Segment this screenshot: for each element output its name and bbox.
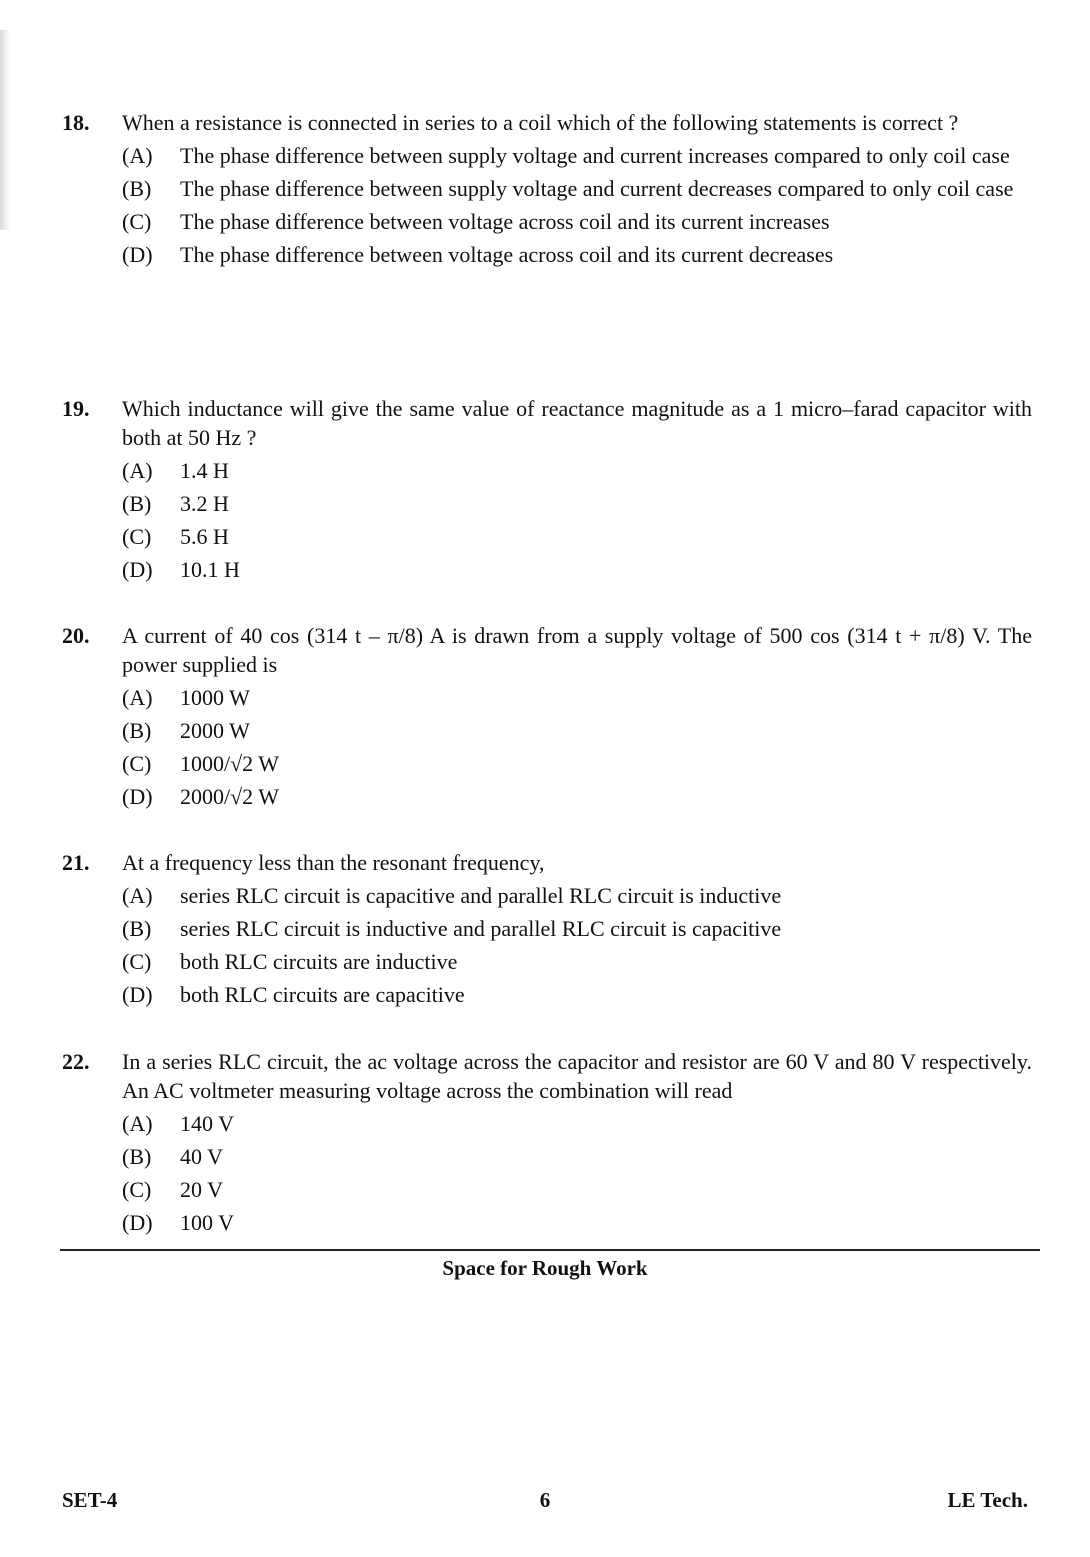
option-text: both RLC circuits are inductive xyxy=(180,949,458,974)
option-label: (A) xyxy=(122,883,153,908)
option-b xyxy=(122,914,1032,943)
option-label: (C) xyxy=(122,524,152,549)
option-d xyxy=(122,782,1032,811)
option-d xyxy=(122,240,1032,269)
option-a xyxy=(122,1109,1032,1138)
option-text: The phase difference between voltage across coil and its current decreases xyxy=(180,242,834,267)
question-19 xyxy=(62,394,1032,588)
option-a xyxy=(122,456,1032,485)
option-text: series RLC circuit is capacitive and parallel RLC circuit is inductive xyxy=(180,883,782,908)
question-number: 18. xyxy=(62,110,90,135)
option-label: (A) xyxy=(122,143,153,168)
option-text: 40 V xyxy=(180,1144,223,1169)
question-21 xyxy=(62,848,1032,1013)
question-18 xyxy=(62,108,1032,273)
option-text: 100 V xyxy=(180,1210,234,1235)
option-a xyxy=(122,881,1032,910)
option-label: (C) xyxy=(122,751,152,776)
option-label: (D) xyxy=(122,242,153,267)
option-label: (C) xyxy=(122,1177,152,1202)
option-label: (D) xyxy=(122,784,153,809)
option-list xyxy=(122,683,1032,811)
question-text: When a resistance is connected in series to a coil which of the following statements is correct ? xyxy=(122,110,959,135)
question-number: 21. xyxy=(62,850,90,875)
option-c xyxy=(122,522,1032,551)
option-label: (B) xyxy=(122,718,152,743)
option-text: series RLC circuit is inductive and parallel RLC circuit is capacitive xyxy=(180,916,782,941)
option-a xyxy=(122,683,1032,712)
option-label: (B) xyxy=(122,176,152,201)
option-label: (A) xyxy=(122,685,153,710)
option-d xyxy=(122,980,1032,1009)
question-text: At a frequency less than the resonant frequency, xyxy=(122,850,545,875)
rough-work-heading: Space for Rough Work xyxy=(442,1256,648,1280)
question-text: In a series RLC circuit, the ac voltage across the capacitor and resistor are 60 V and 80 V respectively. An AC voltmeter measuring voltage across the combination will read xyxy=(122,1049,1032,1103)
question-22 xyxy=(62,1047,1032,1241)
option-text: 10.1 H xyxy=(180,557,240,582)
option-text: The phase difference between supply voltage and current decreases compared to only coil case xyxy=(180,176,1014,201)
option-c xyxy=(122,1175,1032,1204)
option-text: 3.2 H xyxy=(180,491,229,516)
footer-course-name: LE Tech. xyxy=(947,1488,1028,1512)
option-text: both RLC circuits are capacitive xyxy=(180,982,465,1007)
option-c xyxy=(122,207,1032,236)
option-text: The phase difference between supply voltage and current increases compared to only coil case xyxy=(180,143,1010,168)
option-label: (C) xyxy=(122,209,152,234)
question-number: 22. xyxy=(62,1049,90,1074)
option-label: (B) xyxy=(122,491,152,516)
option-text: The phase difference between voltage across coil and its current increases xyxy=(180,209,830,234)
option-label: (C) xyxy=(122,949,152,974)
option-label: (B) xyxy=(122,916,152,941)
option-c xyxy=(122,947,1032,976)
option-b xyxy=(122,489,1032,518)
option-text: 140 V xyxy=(180,1111,234,1136)
option-list xyxy=(122,1109,1032,1237)
option-c xyxy=(122,749,1032,778)
option-text: 1000 W xyxy=(180,685,250,710)
option-text: 5.6 H xyxy=(180,524,229,549)
question-20 xyxy=(62,621,1032,815)
footer-set-code: SET-4 xyxy=(62,1488,118,1512)
option-list xyxy=(122,456,1032,584)
question-number: 20. xyxy=(62,623,90,648)
scan-edge-shadow xyxy=(0,30,10,230)
footer-page-number: 6 xyxy=(539,1488,551,1512)
option-list xyxy=(122,141,1032,269)
option-label: (D) xyxy=(122,1210,153,1235)
question-text: A current of 40 cos (314 t – π/8) A is drawn from a supply voltage of 500 cos (314 t + π/8) V. The power supplied is xyxy=(122,623,1032,677)
question-text: Which inductance will give the same value of reactance magnitude as a 1 micro–farad capacitor with both at 50 Hz ? xyxy=(122,396,1032,450)
option-b xyxy=(122,1142,1032,1171)
option-text: 1.4 H xyxy=(180,458,229,483)
option-label: (A) xyxy=(122,458,153,483)
option-b xyxy=(122,716,1032,745)
question-number: 19. xyxy=(62,396,90,421)
option-label: (D) xyxy=(122,982,153,1007)
option-d xyxy=(122,1208,1032,1237)
option-label: (B) xyxy=(122,1144,152,1169)
option-text: 20 V xyxy=(180,1177,223,1202)
option-label: (D) xyxy=(122,557,153,582)
rough-work-divider xyxy=(60,1249,1040,1251)
option-a xyxy=(122,141,1032,170)
option-d xyxy=(122,555,1032,584)
option-list xyxy=(122,881,1032,1009)
option-label: (A) xyxy=(122,1111,153,1136)
option-b xyxy=(122,174,1032,203)
option-text: 1000/√2 W xyxy=(180,751,280,776)
option-text: 2000/√2 W xyxy=(180,784,280,809)
option-text: 2000 W xyxy=(180,718,250,743)
